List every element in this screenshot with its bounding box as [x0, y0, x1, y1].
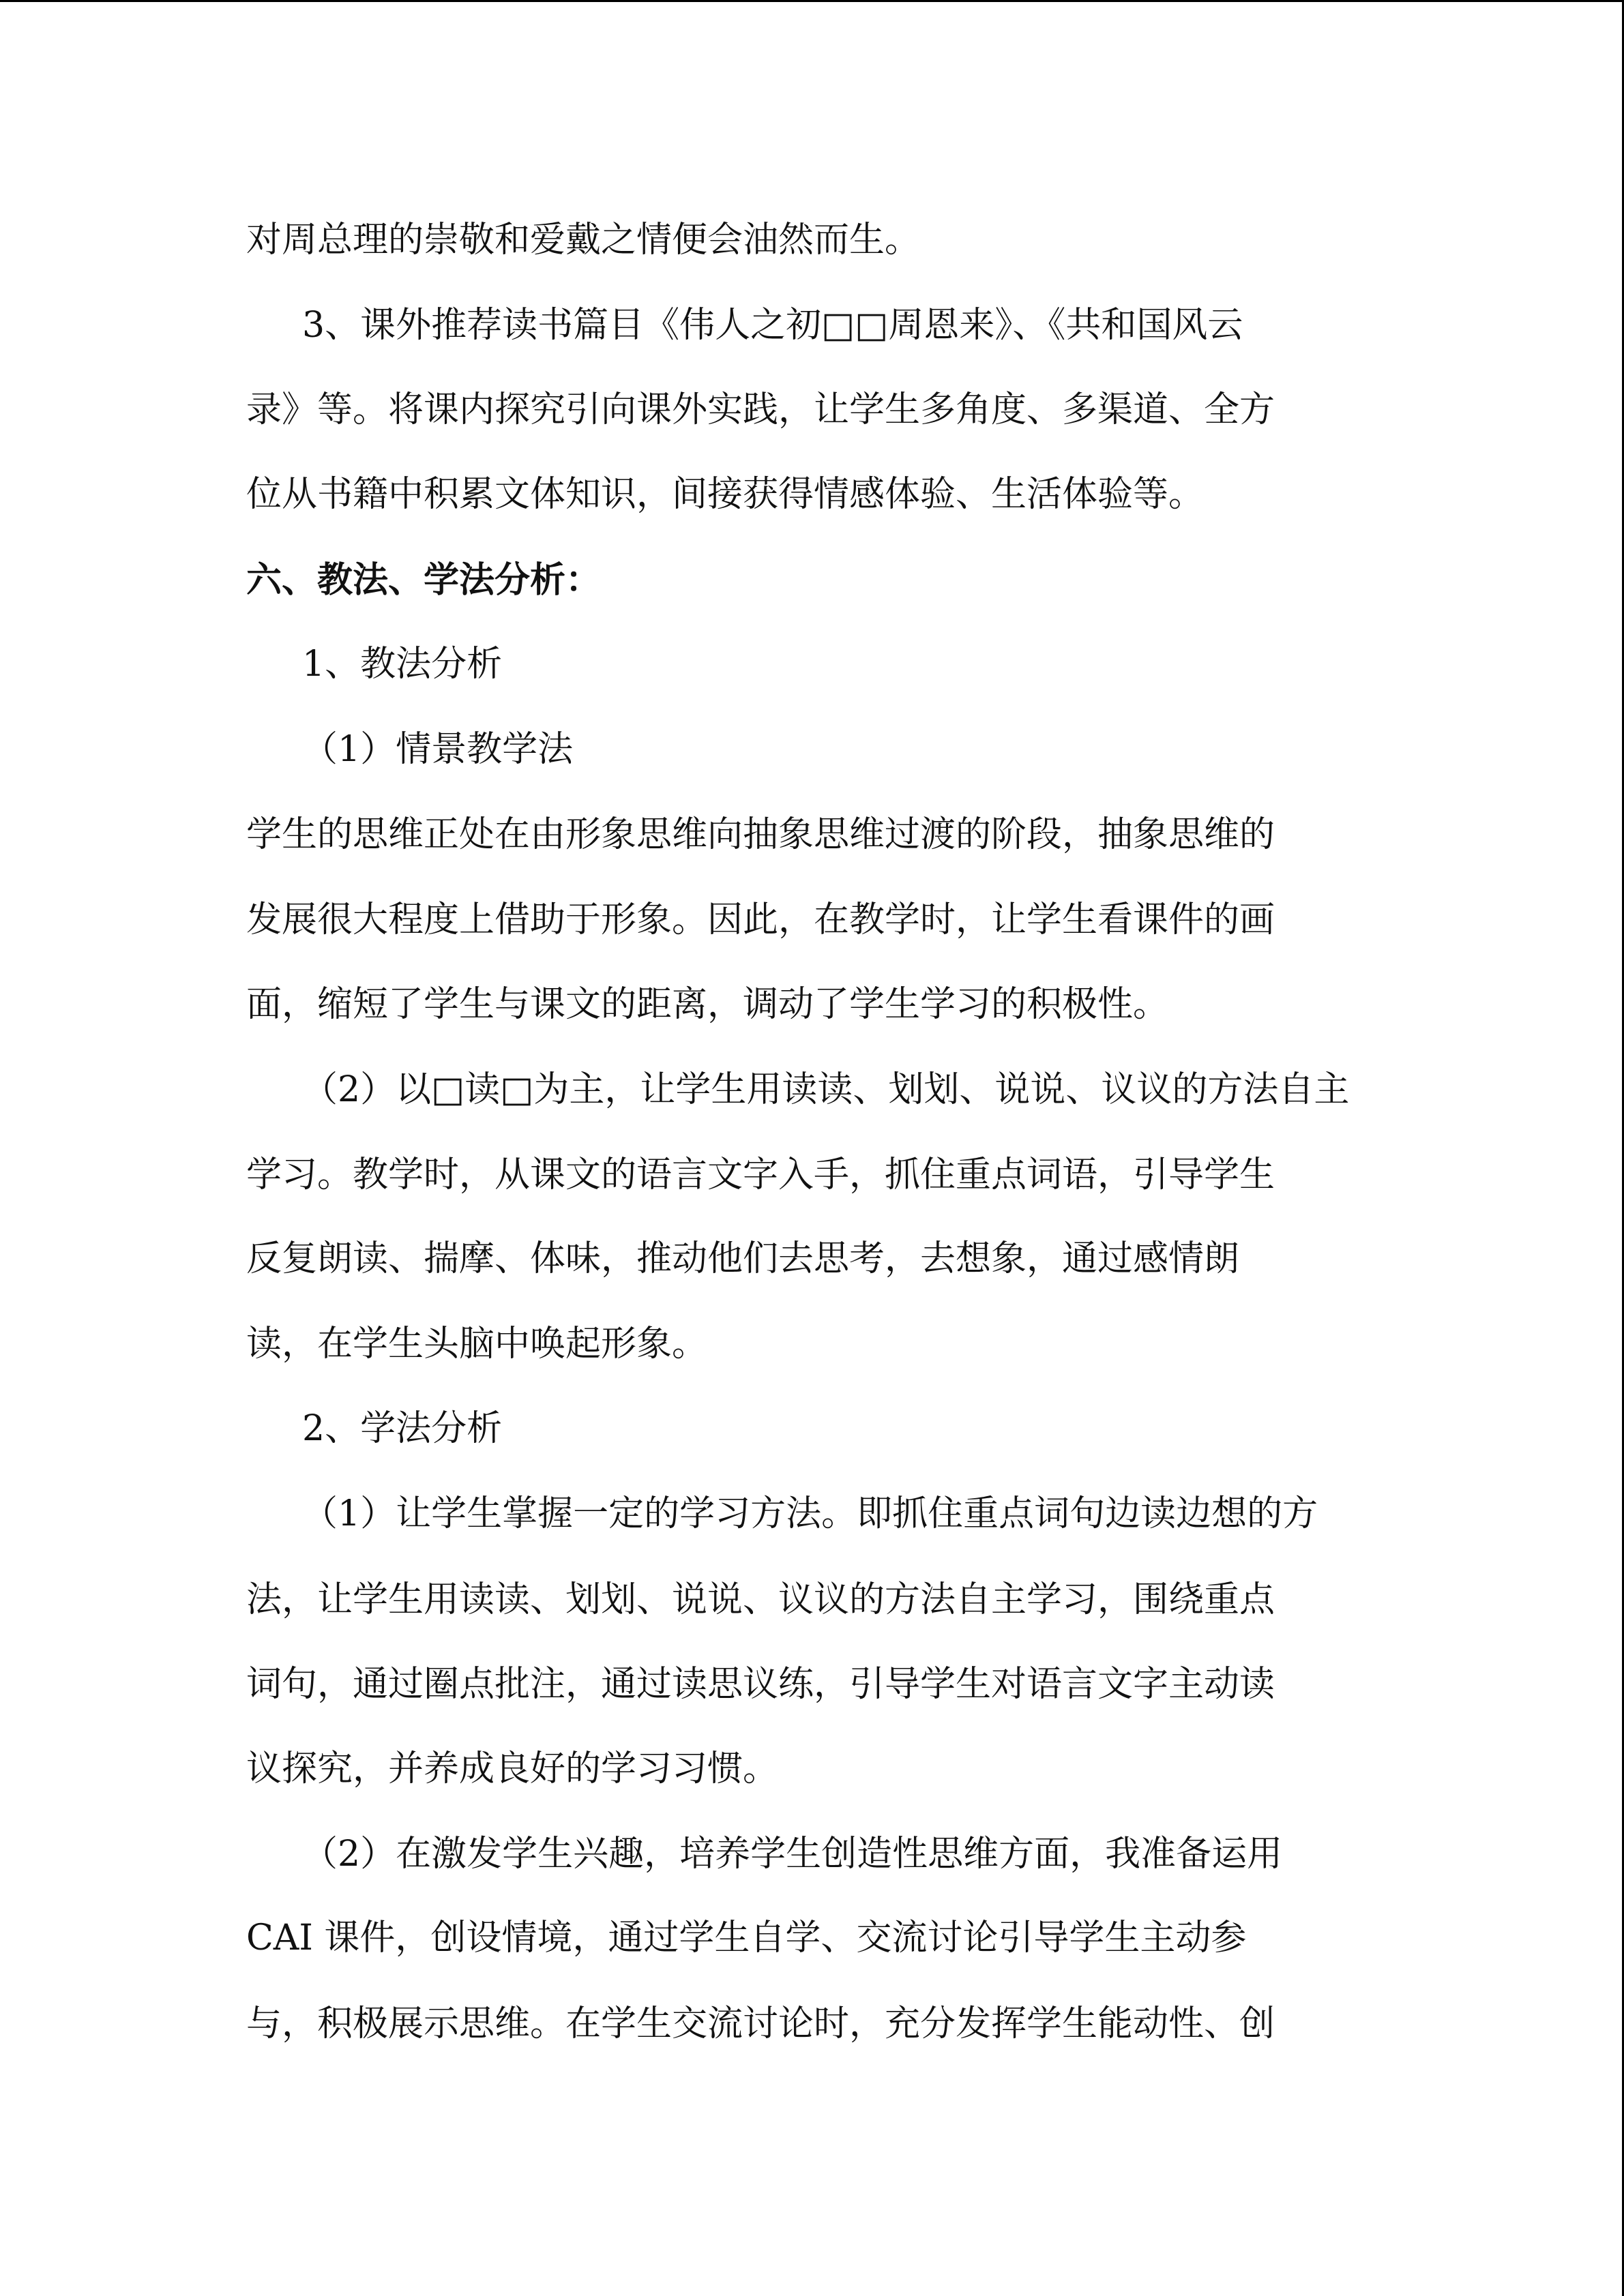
body-line: CAI 课件，创设情境，通过学生自学、交流讨论引导学生主动参: [246, 1918, 1247, 1958]
list-item-3: 3、课外推荐读书篇目《伟人之初□□周恩来》、《共和国风云: [302, 305, 1243, 346]
body-line: 学习。教学时，从课文的语言文字入手，抓住重点词语，引导学生: [246, 1154, 1275, 1195]
body-line: 录》等。将课内探究引向课外实践，让学生多角度、多渠道、全方: [246, 389, 1275, 430]
body-line: 反复朗读、揣摩、体味，推动他们去思考，去想象，通过感情朗: [246, 1238, 1240, 1279]
body-line: 面，缩短了学生与课文的距离，调动了学生学习的积极性。: [246, 984, 1169, 1025]
body-line: 与，积极展示思维。在学生交流讨论时，充分发挥学生能动性、创: [246, 2003, 1275, 2044]
subheading: 1、教法分析: [302, 644, 503, 685]
subheading: （1）情景教学法: [302, 729, 574, 770]
body-line: （2）在激发学生兴趣，培养学生创造性思维方面，我准备运用: [302, 1834, 1283, 1875]
body-line: 读，在学生头脑中唤起形象。: [246, 1324, 708, 1365]
page-top-border: [0, 0, 1624, 2]
body-line: （2）以□读□为主，让学生用读读、划划、说说、议议的方法自主: [302, 1069, 1350, 1110]
body-line: 位从书籍中积累文体知识，间接获得情感体验、生活体验等。: [246, 474, 1205, 515]
body-line: 发展很大程度上借助于形象。因此，在教学时，让学生看课件的画: [246, 899, 1275, 940]
body-line: （1）让学生掌握一定的学习方法。即抓住重点词句边读边想的方: [302, 1493, 1318, 1534]
body-line: 对周总理的崇敬和爱戴之情便会油然而生。: [246, 220, 921, 260]
body-line: 学生的思维正处在由形象思维向抽象思维过渡的阶段，抽象思维的: [246, 814, 1275, 855]
body-line: 议探究，并养成良好的学习习惯。: [246, 1748, 779, 1789]
body-line: 词句，通过圈点批注，通过读思议练，引导学生对语言文字主动读: [246, 1664, 1275, 1705]
section-heading: 六、教法、学法分析：: [246, 559, 602, 601]
subheading: 2、学法分析: [302, 1408, 503, 1449]
body-line: 法，让学生用读读、划划、说说、议议的方法自主学习，围绕重点: [246, 1579, 1275, 1620]
